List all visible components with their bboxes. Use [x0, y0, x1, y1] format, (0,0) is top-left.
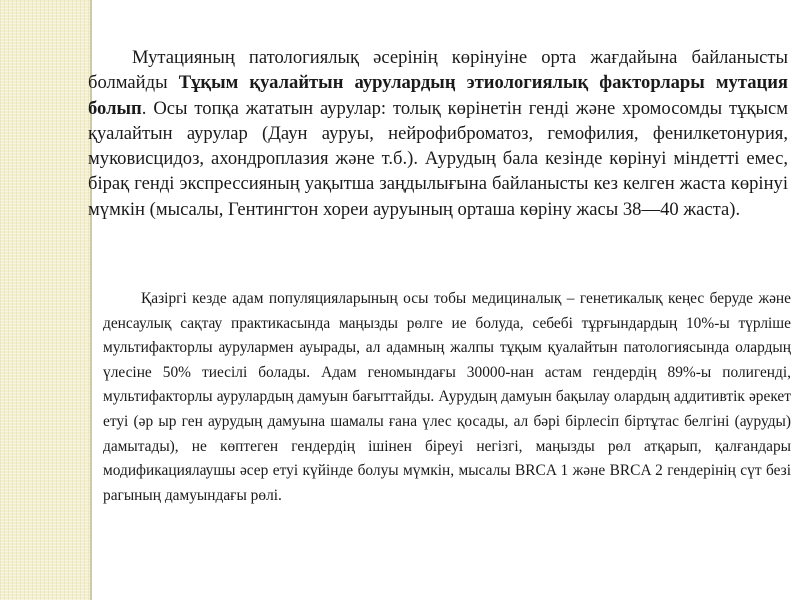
decorative-left-band	[0, 0, 90, 600]
paragraph2-text: Қазіргі кезде адам популяцияларының осы тобы медициналық – генетикалық кеңес беруде және денсаулық сақтау практикасында маңызды рөлге ие болуда, себебі тұрғындардың 10%-ы түрліше мультифакторлы аурулармен ауырады, ал адамның жалпы тұқым қуалайтын патологиясында олардың үлесіне 50% тиесілі болады. Адам геномындағы 30000-нан астам гендердің 89%-ы полигенді, мультифакторлы аурулардың дамуын бағыттайды. Аурудың дамуын бақылау олардың аддитивтік әрекет етуі (әр ыр ген аурудың дамуына шамалы ғана үлес қосады, ал бәрі бірлесіп біртұтас белгіні (ауруды) дамытады), не көптеген гендердің ішінен біреуі негізгі, маңызды рөл атқарып, қалғандары модификациялаушы әсер етуі күйінде болуы мүмкін, мысалы BRCA 1 және BRCA 2 гендерінің сүт безі рагының дамуындағы рөлі.	[103, 290, 791, 504]
paragraph-multifactorial-diseases	[103, 287, 791, 508]
paragraph1-bold-text: Тұқым қуалайтын аурулардың этиологиялық факторлары мутация болып	[88, 72, 788, 119]
paragraph-mutation-etiology	[88, 45, 788, 222]
paragraph1-text-after: . Осы топқа жататын аурулар: толық көрінетін генді және хромосомды тұқысм қуалайтын аурулар (Даун ауруы, нейрофиброматоз, гемофилия, фенилкетонурия, муковисцидоз, ахондроплазия және т.б.). Аурудың бала кезінде көрінуі міндетті емес, бірақ генді экспрессияның уақытша заңдылығына байланысты кез келген жаста көрінуі мүмкін (мысалы, Гентингтон хореи ауруының орташа көріну жасы 38—40 жаста).	[88, 97, 788, 220]
paragraph1-text-before: Мутацияның патологиялық әсерінің көрінуіне орта жағдайына байланысты болмайды	[88, 47, 788, 94]
